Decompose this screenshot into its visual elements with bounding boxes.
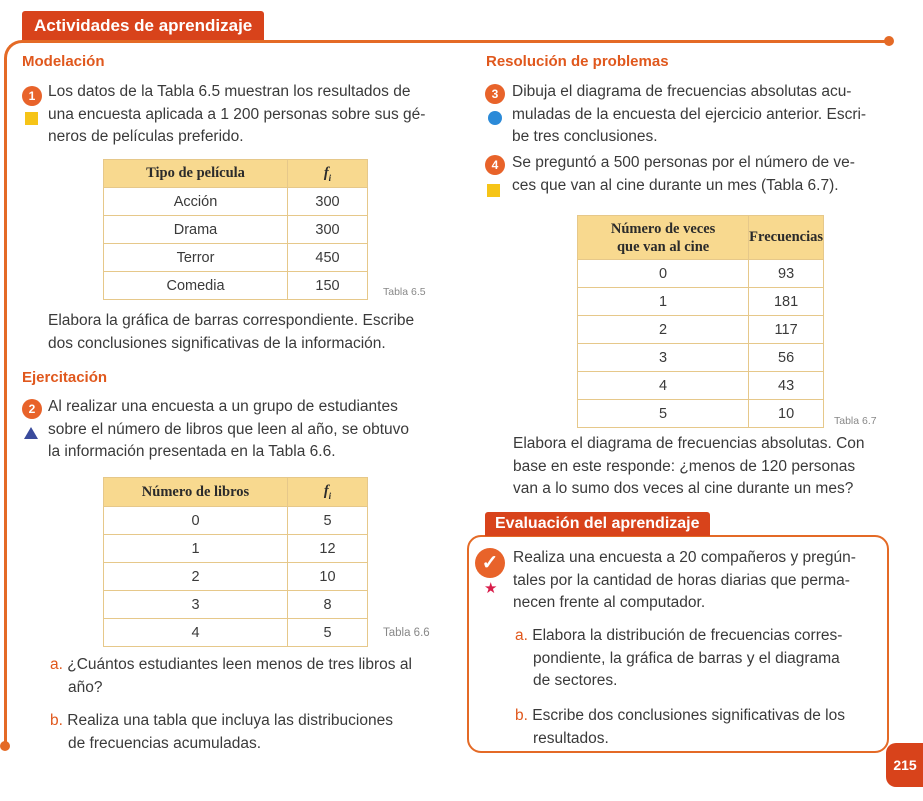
frame-end-dot: [884, 36, 894, 46]
table-header: Número de veces que van al cine: [578, 216, 749, 260]
exercise-number-2: 2: [22, 399, 42, 419]
section-ejercitacion: Ejercitación: [22, 369, 108, 386]
evaluation-text: Realiza una encuesta a 20 compañeros y pregún- tales por la cantidad de horas diarias que perma- necen frente al computador.: [513, 549, 856, 611]
table-row: 4 43: [578, 372, 824, 400]
table-row: 0 93: [578, 260, 824, 288]
evaluation-item-a: a. Elabora la distribución de frecuencias corres- pondiente, la gráfica de barras y el diagrama de sectores.: [515, 627, 843, 689]
modelacion-instructions: Elabora la gráfica de barras correspondiente. Escribe dos conclusiones significativas de la información.: [48, 312, 415, 352]
checkmark-icon: ✓: [475, 548, 505, 578]
table-row: 3 8: [104, 591, 368, 619]
table-row: 1 181: [578, 288, 824, 316]
evaluation-item-b: b. Escribe dos conclusiones significativas de los resultados.: [515, 707, 845, 747]
table-6-7: [577, 215, 824, 428]
table-caption: Tabla 6.5: [383, 286, 426, 298]
table-row: Acción 300: [104, 188, 368, 216]
exercise-4-text: Se preguntó a 500 personas por el número de ve- ces que van al cine durante un mes (Tabla 6.7).: [512, 154, 855, 194]
table-row: 2 10: [104, 563, 368, 591]
table-header: Número de libros: [104, 478, 288, 507]
exercise-number-1: 1: [22, 86, 42, 106]
table-header: Tipo de película: [104, 160, 288, 188]
table-row: 1 12: [104, 535, 368, 563]
resolucion-instructions: Elabora el diagrama de frecuencias absolutas. Con base en este responde: ¿menos de 120 personas van a lo sumo dos veces al cine durante un mes?: [513, 435, 865, 497]
exercise-2-text: Al realizar una encuesta a un grupo de estudiantes sobre el número de libros que leen al año, se obtuvo la información presentada en la Tabla 6.6.: [48, 398, 410, 460]
frame-top-border: [4, 40, 891, 63]
table-header: $f_i$: [288, 478, 368, 507]
circle-icon: [488, 111, 502, 125]
table-row: 2 117: [578, 316, 824, 344]
frame-left-border: [4, 60, 7, 745]
square-icon: [487, 184, 500, 197]
exercise-number-4: 4: [485, 155, 505, 175]
table-caption: Tabla 6.6: [383, 627, 430, 639]
table-row: Comedia 150: [104, 272, 368, 300]
table-row: 4 5: [104, 619, 368, 647]
exercise-1-text: Los datos de la Tabla 6.5 muestran los resultados de una encuesta aplicada a 1 200 personas sobre sus gé- neros de películas preferido.: [48, 83, 426, 145]
table-row: Terror 450: [104, 244, 368, 272]
table-6-6: [103, 477, 368, 647]
square-icon: [25, 112, 38, 125]
table-row: 0 5: [104, 507, 368, 535]
table-row: Drama 300: [104, 216, 368, 244]
table-header: Frecuencias: [749, 216, 824, 260]
star-icon: ★: [484, 580, 498, 597]
table-row: 3 56: [578, 344, 824, 372]
exercise-3-text: Dibuja el diagrama de frecuencias absolutas acu- muladas de la encuesta del ejercicio anterior. Escri- be tres conclusiones.: [512, 83, 867, 145]
question-a: a. ¿Cuántos estudiantes leen menos de tres libros al año?: [50, 656, 412, 696]
section-resolucion: Resolución de problemas: [486, 53, 669, 70]
triangle-icon: [24, 427, 38, 439]
table-6-5: [103, 159, 368, 300]
frame-bottom-dot: [0, 741, 10, 751]
table-header: $f_i$: [288, 160, 368, 188]
activities-banner: Actividades de aprendizaje: [22, 11, 264, 41]
question-b: b. Realiza una tabla que incluya las distribuciones de frecuencias acumuladas.: [50, 712, 393, 752]
page-number: 215: [886, 743, 923, 787]
table-caption: Tabla 6.7: [834, 415, 877, 427]
exercise-number-3: 3: [485, 84, 505, 104]
evaluation-banner: Evaluación del aprendizaje: [485, 512, 710, 536]
table-row: 5 10: [578, 400, 824, 428]
section-modelacion: Modelación: [22, 53, 105, 70]
